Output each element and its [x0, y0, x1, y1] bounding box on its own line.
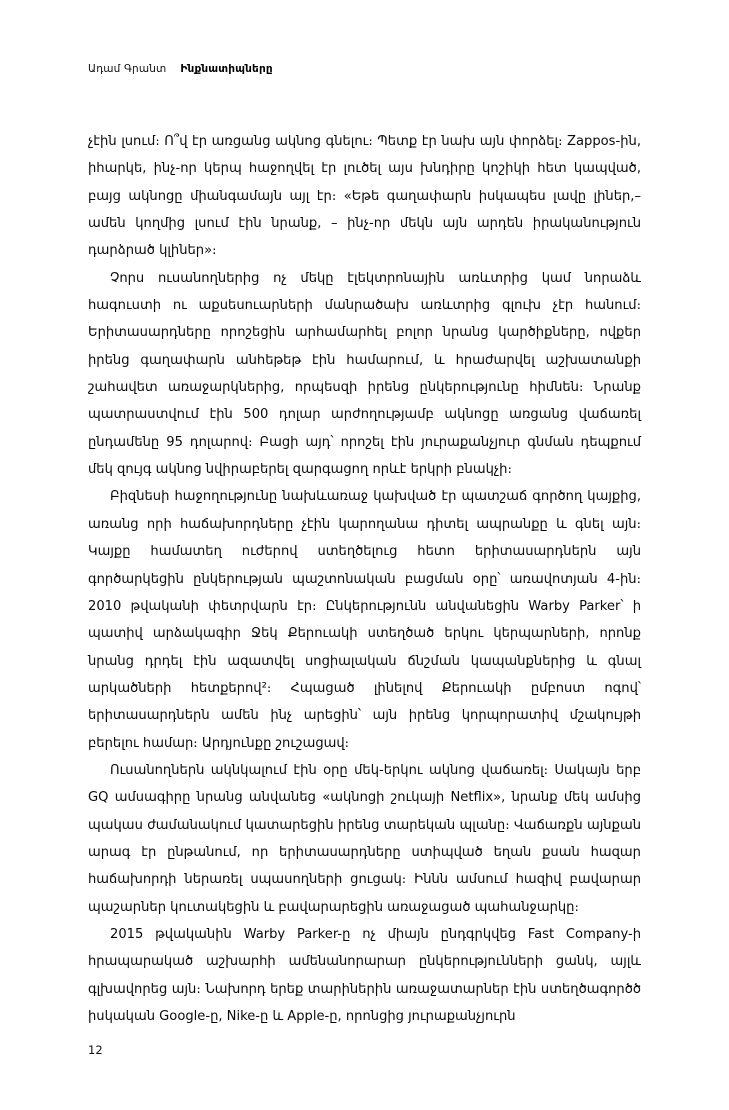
paragraph: 2015 թվականին Warby Parker-ը ոչ միայն ընդգրկվեց Fast Company-ի հրապարակած աշխարհի ամենանորարար ընկերությունների ցանկ, այլև գլխավորեց այն։ Նախորդ երեք տարիներին առաջատարներ էին ստեղծագործծ իսկական Google-ը, Nike-ը և Apple-ը, որոնցից յուրաքանչյուրն: [88, 926, 641, 1024]
paragraph-text: Բիզնեսի հաջողությունը նախևառաջ կախված էր պատշաճ գործող կայքից, առանց որի հաճախորդները չէին կարողանա դիտել ապրանքը և գնել այն։ Կայքը համատեղ ուժերով ստեղծելուց հետո երիտասարդներն այն գործարկեցին ընկերության պաշտոնական բացման օրը՝ առավոտյան 4-ին։ 2010 թվականի փետրվարն էր։ Ընկերությունն անվանեցին Warby Parker՝ ի պատիվ արձակագիր Ջեկ Քերուակի ստեղծած երկու կերպարների, որոնք նրանց դրդել էին ազատվել սոցիալական ճնշման կապանքներից և գնալ արկածների հետքերով²։ Հպացած լինելով Քերուակի ըմբոստ ոգով՝ երիտասարդներն ամեն ինչ արեցին՝ այն իրենց կորպորատիվ մշակույթի բերելու համար։ Արդյունքը շուշացավ։: [88, 489, 641, 751]
running-header: [88, 60, 641, 78]
paragraph: Չորս ուսանողներից ոչ մեկը էլեկտրոնային առևտրից կամ նորաձև հագուստի ու աքսեսուարների մանրածախ առևտրից գլուխ չէր հանում։ Երիտասարդները որոշեցին արհամարհել բոլոր նրանց կարծիքները, ովքեր իրենց գաղափարն անհեթեթ էին համարում, և հրաժարվել աշխատանքի շահավետ առաջարկներից, որպեսզի իրենց ընկերությունը հիմնեն։ Նրանք պատրաստվում էին 500 դոլար արժողությամբ ակնոցը առցանց վաճառել ընդամենը 95 դոլարով։ Բացի այդ՝ որոշել էին յուրաքանչյուր գնման դեպքում մեկ զույգ ակնոց նվիրաբերել զարգացող որևէ երկրի բնակչի։: [88, 270, 641, 478]
paragraph-with-footnote: [88, 483, 641, 756]
body-text-block: [88, 128, 641, 1030]
paragraph: չէին լսում։ Ո՞վ էր առցանց ակնոց գնելու։ Պետք էր նախ այն փորձել։ Zappos-ին, իհարկե, ինչ-որ կերպ հաջողվել էր լուծել այս խնդիրը կոշիկի հետ կապված, բայց ակնոցը միանգամայն այլ էր։ «Եթե գաղափարն իսկապես լավը լիներ,– ամեն կողմից լսում էին նրանք, – ինչ-որ մեկն այն արդեն իրականություն դարձրած կլիներ»։: [88, 134, 641, 259]
paragraph: Ուսանողներն ակնկալում էին օրը մեկ-երկու ակնոց վաճառել։ Սակայն երբ GQ ամսագիրը նրանց անվանեց «ակնոցի շուկայի Netflix», նրանք մեկ ամսից պակաս ժամանակում կատարեցին իրենց տարեկան պլանը։ Վաճառքն այնքան արագ էր ընթանում, որ երիտասարդները ստիպված եղան քսան հազար հաճախորդի ներառել սպասողների ցուցակ։ Իննն ամսում հազիվ բավարար պաշարներ կուտակեցին և բավարարեցին առաջացած պահանջարկը։: [88, 762, 641, 915]
header-book-title: Ինքնատիպները: [180, 63, 273, 75]
page-number: 12: [88, 1043, 103, 1057]
header-author: Ադամ Գրանտ: [88, 63, 167, 75]
